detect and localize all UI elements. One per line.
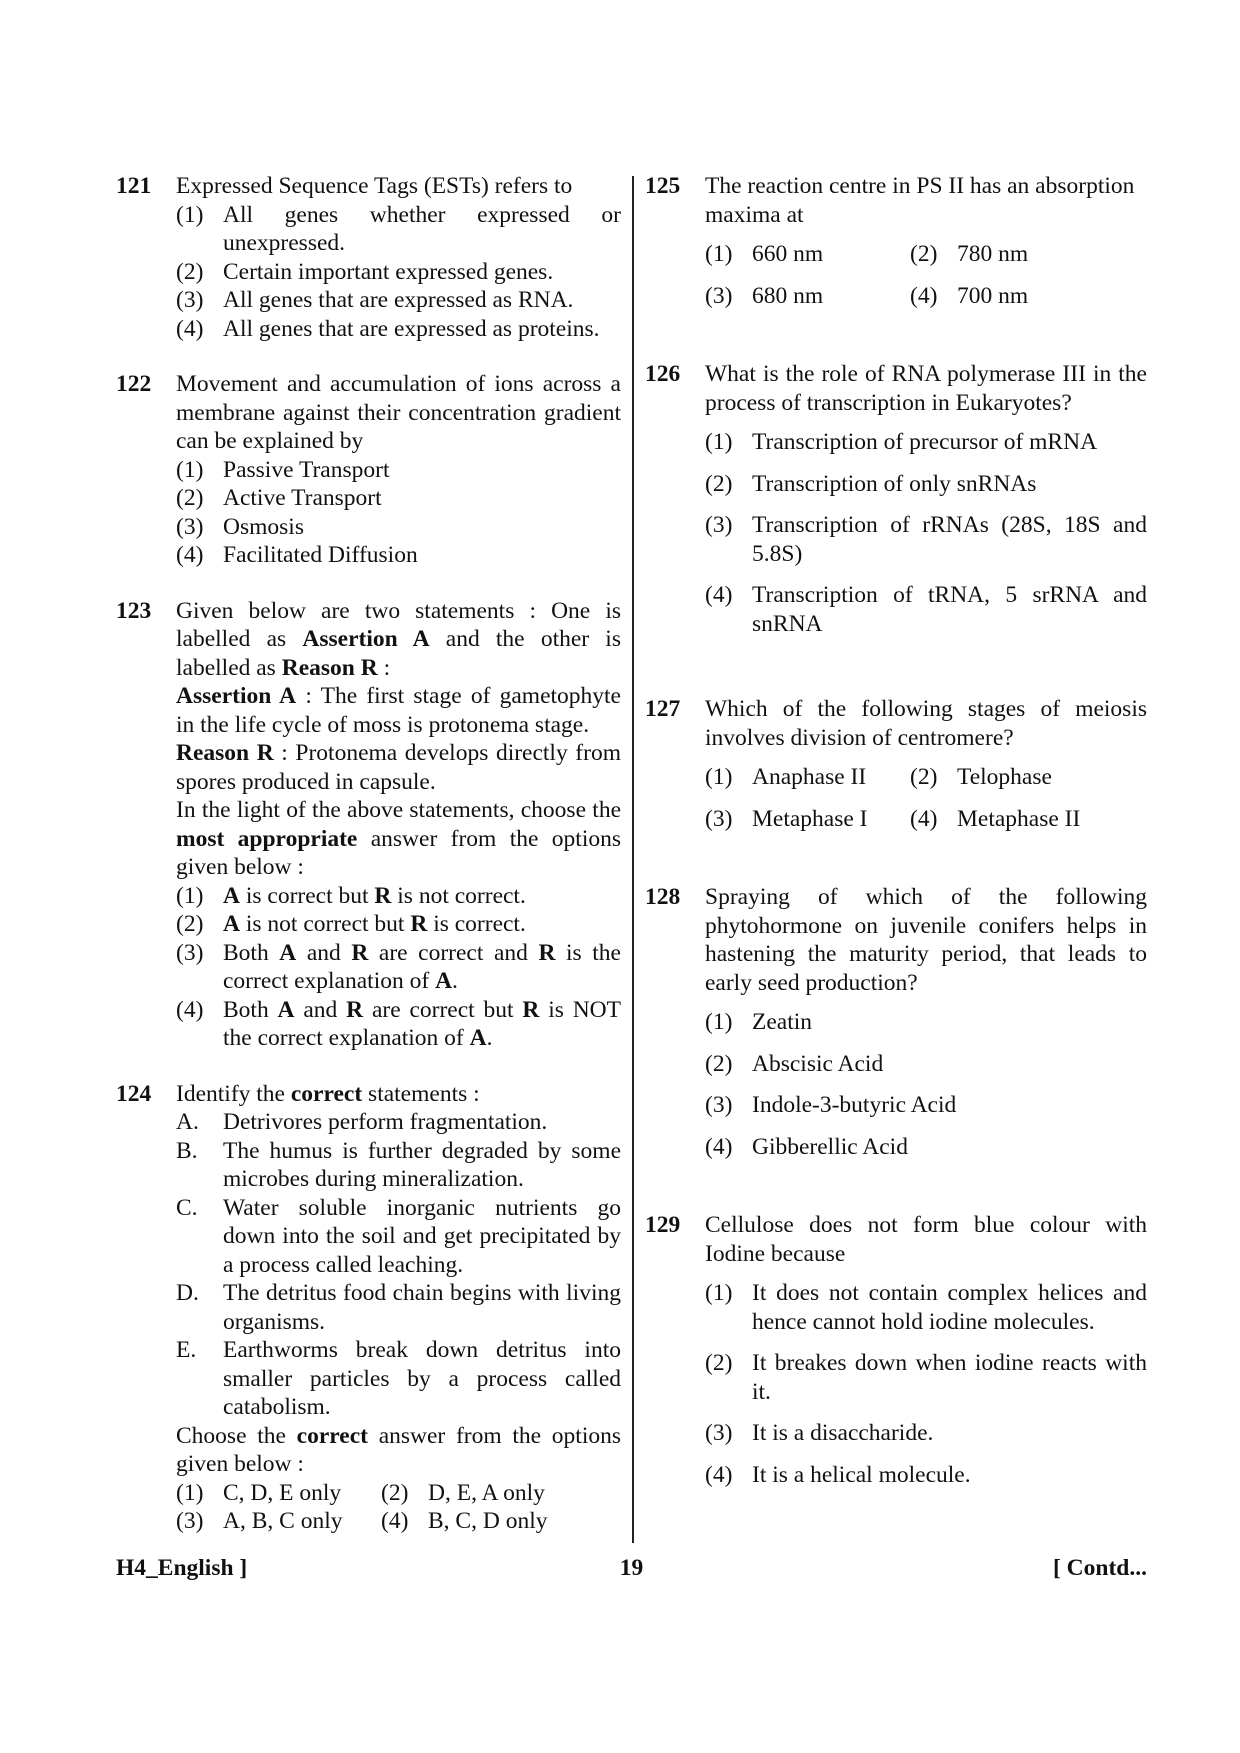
statement-c: C. Water soluble inorganic nutrients go down into the soil and get precipitated by a process called leaching. <box>176 1194 621 1278</box>
question-125 <box>645 172 1147 323</box>
option-1: (1) Passive Transport <box>176 456 390 483</box>
question-121 <box>116 172 621 343</box>
option-2: (2) Active Transport <box>176 485 382 511</box>
page-footer <box>116 1555 1147 1587</box>
question-number: 129 <box>645 1212 681 1238</box>
question-123 <box>116 597 621 1053</box>
option-3: (3) Transcription of rRNAs (28S, 18S and 5.8S) <box>705 512 1147 567</box>
option-4: (4) It is a helical molecule. <box>705 1461 971 1488</box>
question-number: 128 <box>645 884 681 910</box>
statement-a: A. Detrivores perform fragmentation. <box>176 1109 548 1135</box>
option-4: (4) Metaphase II <box>910 805 1081 832</box>
option-1: (1) Transcription of precursor of mRNA <box>705 429 1098 455</box>
options-row-2 <box>705 282 1147 311</box>
option-3: (3) Indole-3-butyric Acid <box>705 1092 957 1118</box>
option-4: (4) Gibberellic Acid <box>705 1133 908 1160</box>
option-3: (3) Metaphase I <box>705 805 868 832</box>
right-column <box>645 172 1147 1502</box>
question-number: 125 <box>645 173 681 199</box>
option-2: (2) Transcription of only snRNAs <box>705 470 1037 497</box>
reason-statement: Reason R : Protonema develops directly from spores produced in capsule. <box>176 740 621 795</box>
option-2: (2) It breakes down when iodine reacts with it. <box>705 1350 1147 1405</box>
choose-instruction: Choose the correct answer from the options given below : <box>176 1422 621 1477</box>
option-3: (3) All genes that are expressed as RNA. <box>176 287 574 313</box>
options-row-1 <box>705 240 1147 269</box>
question-number: 127 <box>645 696 681 722</box>
column-divider <box>632 176 634 1543</box>
left-column <box>116 172 621 1536</box>
question-124 <box>116 1080 621 1536</box>
paper-code: H4_English ] <box>116 1555 248 1581</box>
question-stem: Spraying of which of the following phytohormone on juvenile conifers helps in hastening the maturity period, that leads to early seed production? <box>705 884 1147 996</box>
question-127 <box>645 695 1147 846</box>
options-row-2 <box>705 805 1147 834</box>
statement-e: E. Earthworms break down detritus into smaller particles by a process called catabolism. <box>176 1337 621 1420</box>
option-2: (2) A is not correct but R is correct. <box>176 911 526 937</box>
options-row-1 <box>176 1479 621 1508</box>
question-126 <box>645 360 1147 651</box>
option-2: (2) Telophase <box>910 764 1052 790</box>
question-number: 126 <box>645 361 681 387</box>
question-stem: Identify the correct statements : <box>176 1080 480 1107</box>
option-2: (2) Certain important expressed genes. <box>176 258 554 285</box>
choose-instruction: In the light of the above statements, choose the most appropriate answer from the options given below : <box>176 797 621 880</box>
page-number: 19 <box>619 1555 644 1581</box>
option-1: (1) C, D, E only <box>176 1479 342 1506</box>
option-4: (4) All genes that are expressed as proteins. <box>176 315 600 342</box>
option-1: (1) Anaphase II <box>705 764 867 790</box>
option-3: (3) Osmosis <box>176 513 304 540</box>
option-3: (3) A, B, C only <box>176 1508 343 1534</box>
option-3: (3) It is a disaccharide. <box>705 1420 934 1446</box>
question-128 <box>645 883 1147 1174</box>
statement-d: D. The detritus food chain begins with living organisms. <box>176 1280 621 1335</box>
question-stem: Which of the following stages of meiosis involves division of centromere? <box>705 696 1147 751</box>
question-stem: Cellulose does not form blue colour with Iodine because <box>705 1212 1147 1267</box>
option-3: (3) 680 nm <box>705 282 824 309</box>
option-1: (1) It does not contain complex helices and hence cannot hold iodine molecules. <box>705 1280 1147 1335</box>
options-row-2 <box>176 1507 621 1536</box>
question-129 <box>645 1211 1147 1502</box>
option-2: (2) D, E, A only <box>381 1479 545 1506</box>
option-2: (2) Abscisic Acid <box>705 1050 884 1077</box>
question-stem: The reaction centre in PS II has an absorption maxima at <box>705 173 1135 228</box>
question-number: 124 <box>116 1080 152 1107</box>
option-1: (1) 660 nm <box>705 241 824 267</box>
question-stem: Movement and accumulation of ions across a membrane against their concentration gradient can be explained by <box>176 371 621 454</box>
option-4: (4) Transcription of tRNA, 5 srRNA and snRNA <box>705 582 1147 637</box>
question-stem: Expressed Sequence Tags (ESTs) refers to <box>176 173 573 199</box>
question-number: 121 <box>116 173 152 199</box>
option-1: (1) Zeatin <box>705 1009 813 1035</box>
question-intro: Given below are two statements : One is labelled as Assertion A and the other is labelled as Reason R : <box>176 597 621 681</box>
question-number: 123 <box>116 597 152 624</box>
option-4: (4) 700 nm <box>910 282 1029 309</box>
options-row-1 <box>705 763 1147 792</box>
option-4: (4) Both A and R are correct but R is NOT the correct explanation of A. <box>176 996 621 1051</box>
option-4: (4) Facilitated Diffusion <box>176 542 418 568</box>
question-number: 122 <box>116 371 152 397</box>
option-3: (3) Both A and R are correct and R is the correct explanation of A. <box>176 939 621 994</box>
option-4: (4) B, C, D only <box>381 1508 548 1534</box>
question-122 <box>116 370 621 570</box>
statement-b: B. The humus is further degraded by some microbes during mineralization. <box>176 1137 621 1192</box>
option-2: (2) 780 nm <box>910 241 1029 267</box>
question-stem: What is the role of RNA polymerase III in the process of transcription in Eukaryotes? <box>705 361 1147 416</box>
continued-label: [ Contd... <box>1052 1555 1147 1581</box>
option-1: (1) A is correct but R is not correct. <box>176 882 526 909</box>
assertion-statement: Assertion A : The first stage of gametophyte in the life cycle of moss is protonema stage. <box>176 683 621 738</box>
option-1: (1) All genes whether expressed or unexpressed. <box>176 201 621 256</box>
